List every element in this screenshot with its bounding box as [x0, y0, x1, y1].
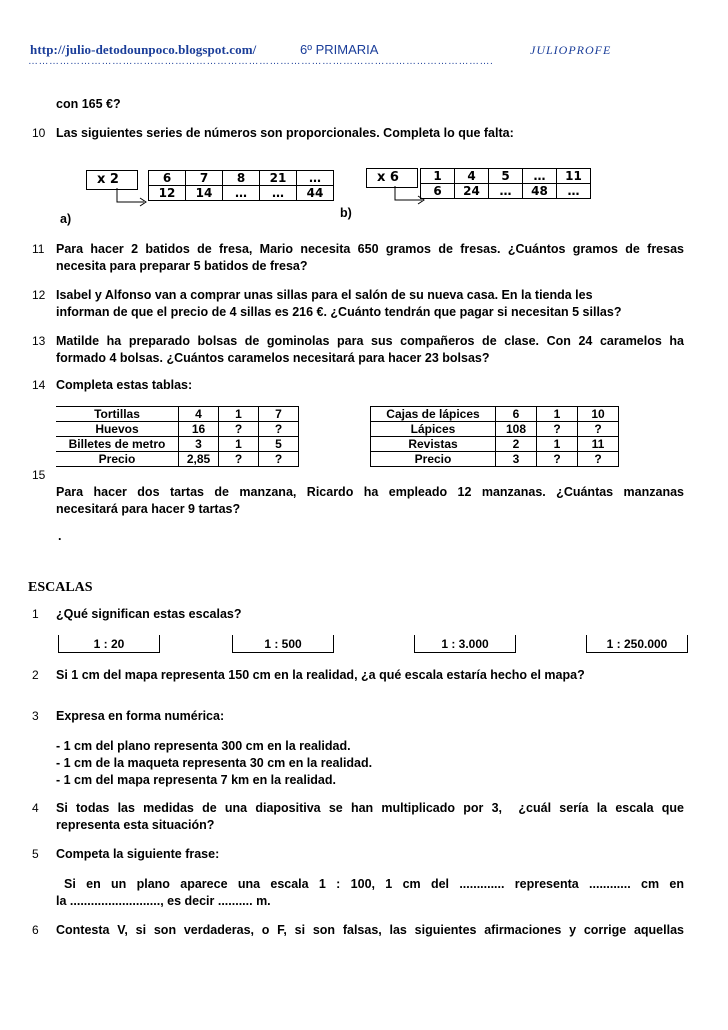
q14-t1-cell: 5	[259, 437, 299, 452]
scale-box	[414, 636, 516, 653]
q14-t2-cell: ?	[537, 422, 578, 437]
q10-text: Las siguientes series de números son proporcionales. Completa lo que falta:	[56, 126, 514, 140]
q13-number: 13	[32, 334, 46, 348]
esc-q3-item: - 1 cm de la maqueta representa 30 cm en la realidad.	[56, 756, 373, 770]
esc-q6-line1: Contesta V, si son verdaderas, o F, si son falsas, las siguientes afirmaciones y corrige aquellas	[56, 923, 684, 937]
q15-line2: necesitará para hacer 9 tartas?	[56, 502, 241, 516]
q14-t1-cell: Tortillas	[56, 407, 179, 422]
header-url[interactable]: http://julio-detodounpoco.blogspot.com/	[30, 42, 257, 57]
q10b-bottom-cell: …	[489, 184, 523, 199]
esc-q1-number: 1	[32, 607, 39, 621]
scale-label: 1 : 3.000	[441, 637, 489, 651]
esc-q5-text: Competa la siguiente frase:	[56, 847, 220, 861]
esc-q6-number: 6	[32, 923, 39, 937]
q14-t1-cell: 7	[259, 407, 299, 422]
q14-t1-cell: 16	[179, 422, 219, 437]
q11-line2: necesita para preparar 5 batidos de fresa?	[56, 259, 308, 273]
q14-t1-cell: Huevos	[56, 422, 179, 437]
esc-q2-number: 2	[32, 668, 39, 682]
q10b-table	[420, 168, 591, 199]
q14-t2-cell: 1	[537, 407, 578, 422]
esc-q3-text: Expresa en forma numérica:	[56, 709, 225, 723]
esc-q1-text: ¿Qué significan estas escalas?	[56, 607, 242, 621]
q12-line1: Isabel y Alfonso van a comprar unas sillas para el salón de su nueva casa. En la tienda les	[56, 288, 593, 302]
q14-t1-cell: ?	[219, 452, 259, 467]
q10a-label: a)	[60, 212, 72, 226]
header-grade: 6º PRIMARIA	[300, 42, 379, 57]
esc-q5-number: 5	[32, 847, 39, 861]
q15-trail: .	[58, 529, 62, 543]
q10a-bottom-cell: …	[260, 186, 297, 201]
esc-q5-line2: la .........................., es decir .......... m.	[56, 894, 271, 908]
q10b-top-cell: 1	[421, 169, 455, 184]
q11-number: 11	[32, 242, 45, 256]
q13-line1: Matilde ha preparado bolsas de gominolas para sus compañeros de clase. Con 24 caramelos ha	[56, 334, 684, 348]
header-divider: …………………………………………………………………………………………………………………….	[28, 56, 494, 67]
q14-t1-cell: 1	[219, 407, 259, 422]
q10b-top-cell: …	[523, 169, 557, 184]
q10a-bottom-cell: 14	[186, 186, 223, 201]
q12-number: 12	[32, 288, 46, 302]
q10a-arrow	[116, 188, 148, 208]
scale-label: 1 : 250.000	[606, 637, 668, 651]
q14-t1-cell: ?	[259, 422, 299, 437]
q10b-top-cell: 11	[557, 169, 591, 184]
q10a-multiplier-box	[86, 170, 138, 190]
q10b-label: b)	[340, 206, 352, 220]
q14-t2-cell: 11	[578, 437, 619, 452]
header-author: JULIOPROFE	[530, 43, 612, 57]
esc-q3-number: 3	[32, 709, 39, 723]
q14-t1-cell: 1	[219, 437, 259, 452]
q10a-top-cell: 7	[186, 171, 223, 186]
esc-q3-item: - 1 cm del plano representa 300 cm en la realidad.	[56, 739, 351, 753]
esc-q2-text: Si 1 cm del mapa representa 150 cm en la realidad, ¿a qué escala estaría hecho el mapa?	[56, 668, 585, 682]
q10a-top-cell: 8	[223, 171, 260, 186]
esc-q4-number: 4	[32, 801, 39, 815]
q14-t1-cell: ?	[219, 422, 259, 437]
q13-line2: formado 4 bolsas. ¿Cuántos caramelos necesitará para hacer 23 bolsas?	[56, 351, 490, 365]
scale-box	[232, 636, 334, 653]
q15-line1: Para hacer dos tartas de manzana, Ricardo ha empleado 12 manzanas. ¿Cuántas manzanas	[56, 485, 684, 499]
scale-label: 1 : 20	[93, 637, 125, 651]
q14-t2-cell: 108	[496, 422, 537, 437]
q12-line2: informan de que el precio de 4 sillas es 216 €. ¿Cuánto tendrán que pagar si necesitan 5 sillas?	[56, 305, 622, 319]
q14-t2-cell: 2	[496, 437, 537, 452]
q14-t2-cell: Lápices	[371, 422, 496, 437]
q10b-bottom-cell: 6	[421, 184, 455, 199]
q10b-top-cell: 5	[489, 169, 523, 184]
q14-table1	[56, 406, 299, 467]
q10b-multiplier-box	[366, 168, 418, 188]
q14-t2-cell: ?	[578, 452, 619, 467]
q10b-top-cell: 4	[455, 169, 489, 184]
scale-box	[58, 636, 160, 653]
q14-text: Completa estas tablas:	[56, 378, 193, 392]
q14-table2	[370, 406, 619, 467]
q10b-bottom-cell: …	[557, 184, 591, 199]
q10-number: 10	[32, 126, 46, 140]
esc-q5-line1: Si en un plano aparece una escala 1 : 100, 1 cm del ............. representa ............ cm en	[64, 877, 684, 891]
q14-t1-cell: 2,85	[179, 452, 219, 467]
q10a-bottom-cell: 12	[149, 186, 186, 201]
q14-t1-cell: 4	[179, 407, 219, 422]
q10a-top-cell: …	[297, 171, 334, 186]
q10b-bottom-cell: 24	[455, 184, 489, 199]
esc-q4-line1: Si todas las medidas de una diapositiva se han multiplicado por 3, ¿cuál sería la escala que	[56, 801, 684, 815]
scale-label: 1 : 500	[264, 637, 302, 651]
q10b-multiplier: x 6	[377, 170, 399, 185]
esc-q3-item: - 1 cm del mapa representa 7 km en la realidad.	[56, 773, 336, 787]
q14-t2-cell: ?	[537, 452, 578, 467]
q14-number: 14	[32, 378, 46, 392]
q14-t1-cell: 3	[179, 437, 219, 452]
section-title-escalas: ESCALAS	[28, 580, 93, 595]
q14-t2-cell: 10	[578, 407, 619, 422]
q14-t2-cell: Cajas de lápices	[371, 407, 496, 422]
q15-number: 15	[32, 468, 46, 482]
q14-t2-cell: Precio	[371, 452, 496, 467]
q14-t2-cell: 6	[496, 407, 537, 422]
esc-q4-line2: representa esta situación?	[56, 818, 215, 832]
q11-line1: Para hacer 2 batidos de fresa, Mario necesita 650 gramos de fresas. ¿Cuántos gramos de fresas	[56, 242, 684, 256]
q14-t2-cell: 3	[496, 452, 537, 467]
scale-box	[586, 636, 688, 653]
q14-t1-cell: ?	[259, 452, 299, 467]
q14-t2-cell: 1	[537, 437, 578, 452]
q10a-multiplier: x 2	[97, 172, 119, 187]
q10a-bottom-cell: …	[223, 186, 260, 201]
q10a-top-cell: 21	[260, 171, 297, 186]
q14-t1-cell: Billetes de metro	[56, 437, 179, 452]
q10a-top-cell: 6	[149, 171, 186, 186]
q10a-table	[148, 170, 334, 201]
q14-t1-cell: Precio	[56, 452, 179, 467]
intro-line: con 165 €?	[56, 97, 121, 111]
q14-t2-cell: Revistas	[371, 437, 496, 452]
q10a-bottom-cell: 44	[297, 186, 334, 201]
q14-t2-cell: ?	[578, 422, 619, 437]
q10b-bottom-cell: 48	[523, 184, 557, 199]
